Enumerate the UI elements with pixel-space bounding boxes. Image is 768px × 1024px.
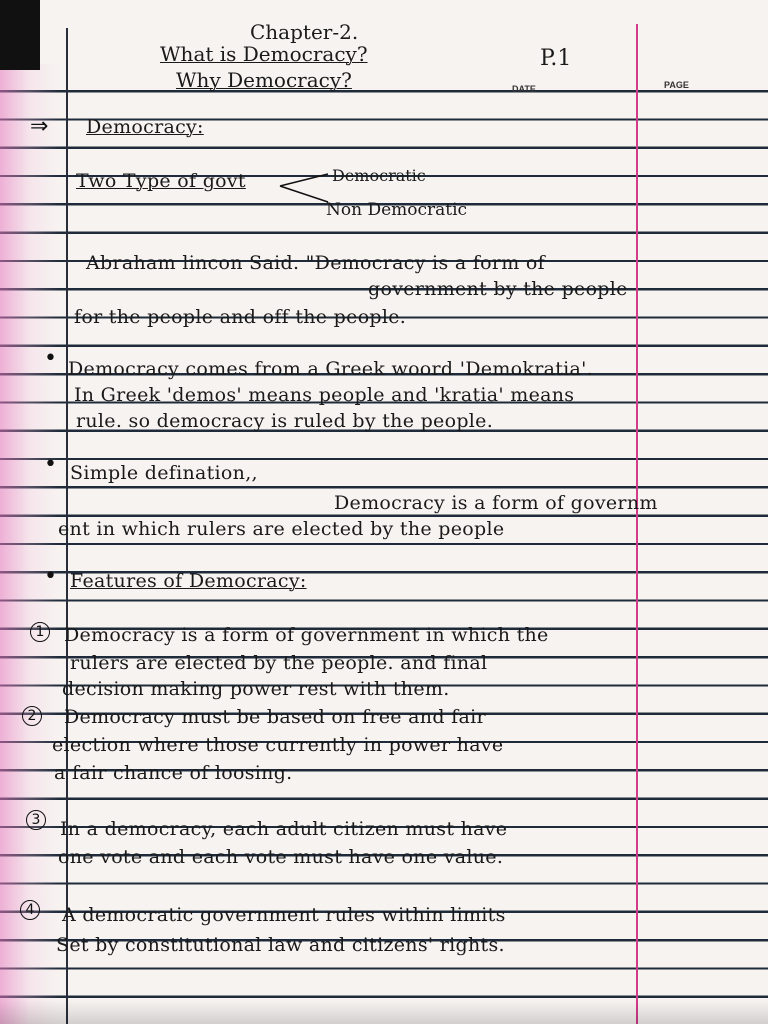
type-non-democratic: Non Democratic <box>326 200 468 220</box>
feature-2-line-2: election where those currently in power have <box>52 734 504 756</box>
arrow-icon: ⇒ <box>30 114 49 139</box>
bullet-icon: • <box>44 346 57 371</box>
greek-line-2: In Greek 'demos' means people and 'kratia' means <box>74 384 575 406</box>
feature-number-badge: 3 <box>26 810 46 830</box>
page-number: P.1 <box>540 46 572 71</box>
definition-line-2: ent in which rulers are elected by the people <box>58 518 505 540</box>
lincoln-line-2: government by the people <box>368 278 628 300</box>
chapter-label: Chapter-2. <box>250 20 359 44</box>
feature-2-line-1: Democracy must be based on free and fair <box>64 706 486 728</box>
definition-line-1: Democracy is a form of governm <box>334 492 658 514</box>
feature-number-badge: 4 <box>20 900 40 920</box>
feature-1-line-2: rulers are elected by the people. and final <box>70 652 488 674</box>
right-margin-line <box>636 24 638 1024</box>
feature-4-line-2: Set by constitutional law and citizens' rights. <box>56 934 505 956</box>
lincoln-line-3: for the people and off the people. <box>74 306 407 328</box>
greek-line-1: Democracy comes from a Greek woord 'Demokratia'. <box>68 358 594 380</box>
page-bottom-shadow <box>0 1000 768 1024</box>
section-heading: Democracy: <box>86 116 204 138</box>
date-label: DATE <box>512 84 536 94</box>
lincoln-line-1: Abraham lincon Said. "Democracy is a form of <box>86 252 545 274</box>
type-democratic: Democratic <box>332 166 426 185</box>
feature-1-line-1: Democracy is a form of government in which the <box>64 624 549 646</box>
feature-number-badge: 2 <box>22 706 42 726</box>
types-label: Two Type of govt <box>76 170 246 192</box>
feature-4-line-1: A democratic government rules within limits <box>62 904 506 926</box>
bullet-icon: • <box>44 452 57 477</box>
bullet-icon: • <box>44 564 57 589</box>
features-heading: Features of Democracy: <box>70 570 307 592</box>
page-subtitle: Why Democracy? <box>176 68 352 92</box>
greek-line-3: rule. so democracy is ruled by the people. <box>76 410 494 432</box>
page-title: What is Democracy? <box>160 42 368 66</box>
feature-3-line-1: In a democracy, each adult citizen must have <box>60 818 508 840</box>
feature-number-badge: 1 <box>30 622 50 642</box>
feature-1-line-3: decision making power rest with them. <box>62 678 450 700</box>
binding-corner <box>0 0 40 70</box>
page-top-margin <box>0 0 768 64</box>
feature-3-line-2: one vote and each vote must have one value. <box>58 846 504 868</box>
page-label: PAGE <box>664 80 689 90</box>
feature-2-line-3: a fair chance of loosing. <box>54 762 293 784</box>
definition-heading: Simple defination,, <box>70 462 258 484</box>
